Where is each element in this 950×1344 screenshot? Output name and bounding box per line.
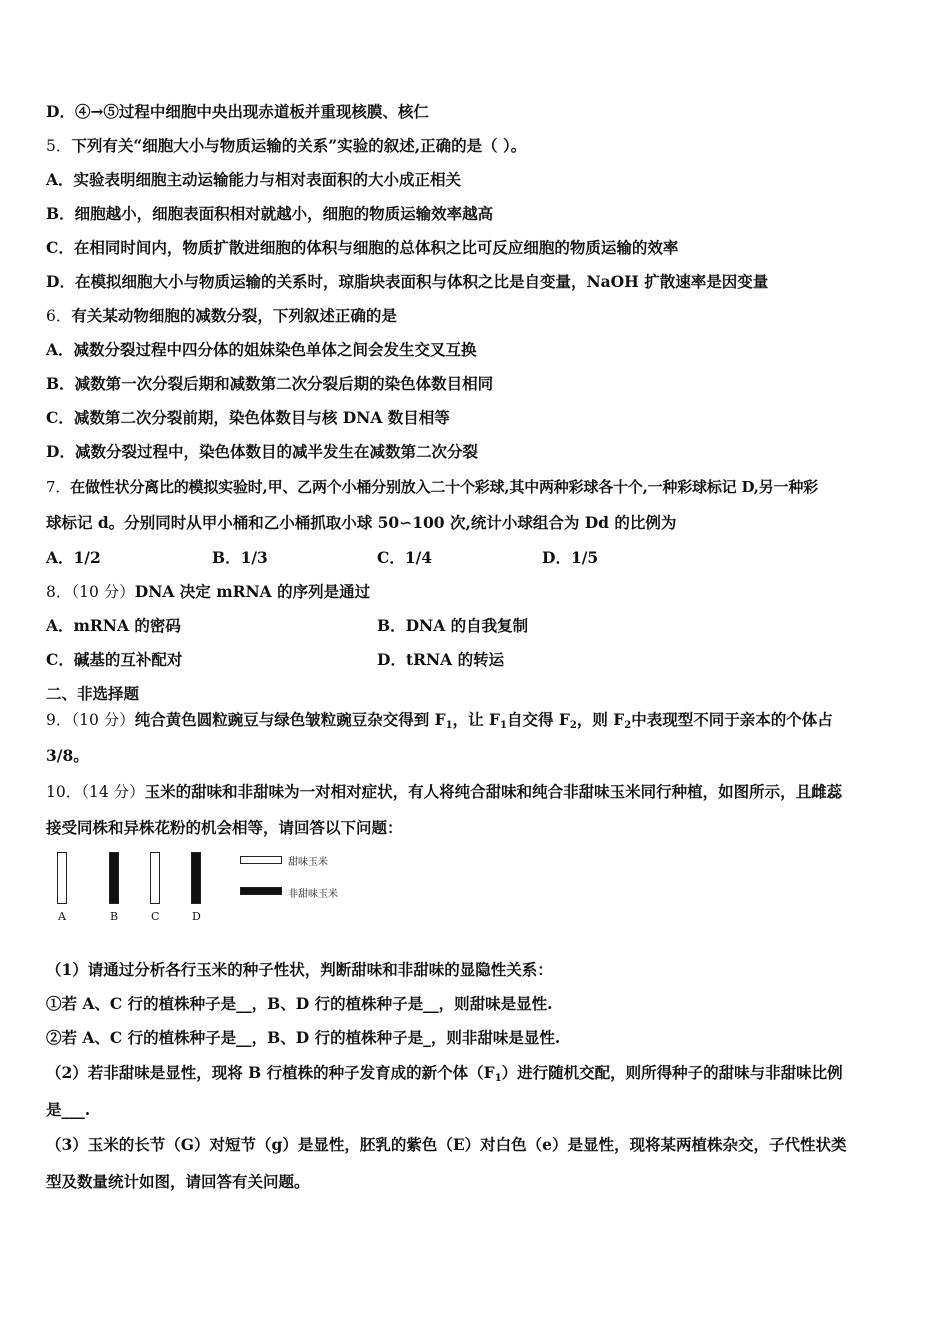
section-heading: 二、非选择题 xyxy=(46,684,140,703)
question-7 xyxy=(46,477,818,497)
q6-option-a: A．减数分裂过程中四分体的姐妹染色单体之间会发生交叉互换 xyxy=(46,340,477,359)
subquestion-3: （3）玉米的长节（G）对短节（g）是显性，胚乳的紫色（E）对白色（e）是显性，现将某两植株杂交，子代性状类 xyxy=(46,1135,847,1154)
question-stem: 玉米的甜味和非甜味为一对相对症状，有人将纯合甜味和纯合非甜味玉米同行种植，如图所示，且雌蕊 xyxy=(144,782,843,801)
row-label: B xyxy=(110,910,119,923)
q6-option-b: B．减数第一次分裂后期和减数第二次分裂后期的染色体数目相同 xyxy=(46,374,494,393)
row-d-nonsweet-bar xyxy=(191,852,201,904)
legend-nonsweet-swatch xyxy=(240,887,282,895)
question-stem: DNA 决定 mRNA 的序列是通过 xyxy=(134,582,371,601)
question-9-continued: 3/8。 xyxy=(46,746,89,765)
subquestion-2-continued: 是___. xyxy=(46,1100,91,1119)
q7-option-c: C．1/4 xyxy=(377,548,433,567)
q6-option-d: D．减数分裂过程中，染色体数目的减半发生在减数第二次分裂 xyxy=(46,442,478,461)
legend-sweet-label: 甜味玉米 xyxy=(288,857,328,868)
subquestion-2: （2）若非甜味是显性，现将 B 行植株的种子发育成的新个体$(F_1)$进行随机交配，则所得种子的甜味与非甜味比例 xyxy=(46,1063,843,1084)
row-label: C xyxy=(151,910,160,923)
question-5 xyxy=(46,136,526,156)
q5-option-c: C．在相同时间内，物质扩散进细胞的体积与细胞的总体积之比可反应细胞的物质运输的效率 xyxy=(46,238,679,257)
question-6 xyxy=(46,306,397,326)
row-label: D xyxy=(192,910,201,923)
question-number: 9．（10 分） xyxy=(46,711,135,729)
question-number: 5． xyxy=(46,137,72,155)
q8-option-b: B．DNA 的自我复制 xyxy=(377,616,529,635)
question-number: 8．（10 分） xyxy=(46,583,135,601)
row-b-nonsweet-bar xyxy=(109,852,119,904)
q7-option-b: B．1/3 xyxy=(212,548,268,567)
question-8 xyxy=(46,582,370,602)
question-stem: 有关某动物细胞的减数分裂，下列叙述正确的是 xyxy=(71,306,397,325)
q5-option-b: B．细胞越小，细胞表面积相对就越小，细胞的物质运输效率越高 xyxy=(46,204,494,223)
question-number: 7． xyxy=(46,478,71,496)
subquestion-1-case-2: ②若 A、C 行的植株种子是__，B、D 行的植株种子是_，则非甜味是显性. xyxy=(46,1028,561,1047)
row-a-sweet-bar xyxy=(57,852,67,904)
q4-option-d: D．④→⑤过程中细胞中央出现赤道板并重现核膜、核仁 xyxy=(46,102,429,121)
question-number: 10．（14 分） xyxy=(46,783,145,801)
row-c-sweet-bar xyxy=(150,852,160,904)
legend-nonsweet-label: 非甜味玉米 xyxy=(288,889,338,900)
q7-option-a: A．1/2 xyxy=(46,548,101,567)
question-stem: 纯合黄色圆粒豌豆与绿色皱粒豌豆杂交得到 $F_1$，让 $F_1$自交得 $F_2$，则 $F_2$中表现型不同于亲本的个体占 xyxy=(134,710,833,731)
q7-option-d: D．1/5 xyxy=(542,548,599,567)
q6-option-c: C．减数第二次分裂前期，染色体数目与核 DNA 数目相等 xyxy=(46,408,450,427)
question-10-continued: 接受同株和异株花粉的机会相等，请回答以下问题： xyxy=(46,818,403,837)
question-7-continued: 球标记 d。分别同时从甲小桶和乙小桶抓取小球 50∽100 次,统计小球组合为 Dd 的比例为 xyxy=(46,513,677,532)
corn-rows-figure xyxy=(52,848,372,928)
row-label: A xyxy=(58,910,66,923)
subquestion-3-continued: 型及数量统计如图，请回答有关问题。 xyxy=(46,1172,310,1191)
q5-option-d: D．在模拟细胞大小与物质运输的关系时，琼脂块表面积与体积之比是自变量，NaOH 扩散速率是因变量 xyxy=(46,272,769,291)
question-number: 6． xyxy=(46,307,72,325)
subquestion-1: （1）请通过分析各行玉米的种子性状，判断甜味和非甜味的显隐性关系： xyxy=(46,960,553,979)
q8-option-c: C．碱基的互补配对 xyxy=(46,650,183,669)
legend-sweet-swatch xyxy=(240,856,282,864)
question-stem: 下列有关“细胞大小与物质运输的关系”实验的叙述,正确的是（ ）。 xyxy=(71,136,527,155)
q8-option-d: D．tRNA 的转运 xyxy=(377,650,505,669)
question-stem: 在做性状分离比的模拟实验时,甲、乙两个小桶分别放入二十个彩球,其中两种彩球各十个,一种彩球标记 D,另一种彩 xyxy=(70,478,818,496)
question-9 xyxy=(46,710,833,730)
question-10 xyxy=(46,782,842,802)
subquestion-1-case-1: ①若 A、C 行的植株种子是__，B、D 行的植株种子是__，则甜味是显性. xyxy=(46,994,553,1013)
q5-option-a: A．实验表明细胞主动运输能力与相对表面积的大小成正相关 xyxy=(46,170,462,189)
q8-option-a: A．mRNA 的密码 xyxy=(46,616,181,635)
